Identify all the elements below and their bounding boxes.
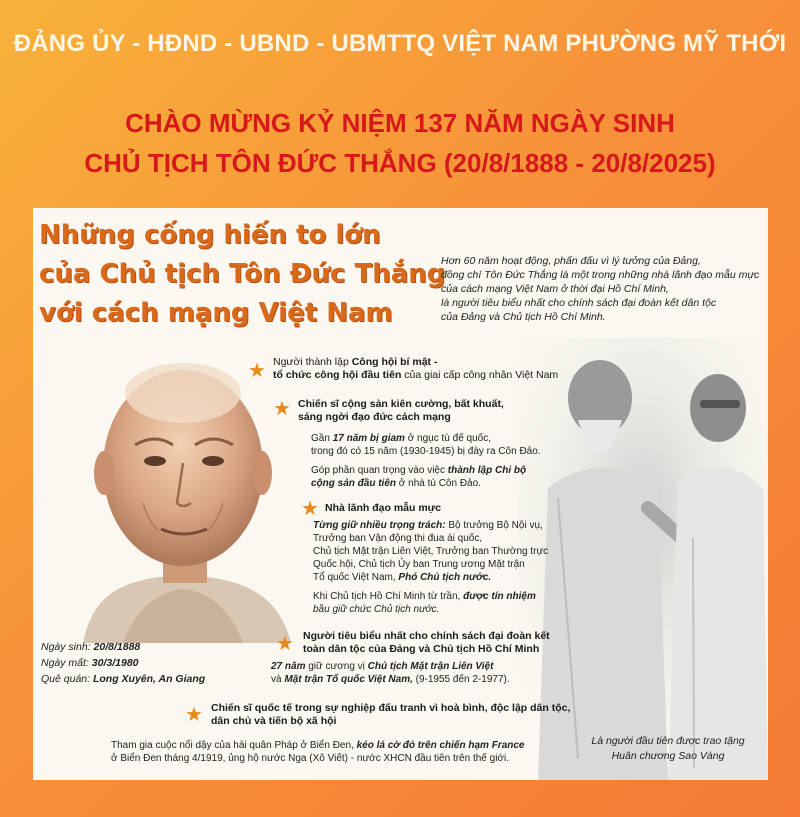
c2-p1a: Gần: [311, 433, 333, 444]
c4-l1c: Chủ tịch Mặt trận Liên Việt: [367, 661, 494, 672]
c1-bold: Công hội bí mật -: [351, 356, 438, 368]
c4-l2a: và: [271, 674, 285, 685]
bio-death-value: 30/3/1980: [91, 657, 139, 669]
c3-l2: Trưởng ban Vận động thi đua ái quốc,: [313, 533, 483, 544]
c1-text: Người thành lập: [273, 356, 352, 368]
bio-death-label: Ngày mất:: [41, 657, 89, 669]
star-icon: ★: [276, 631, 294, 655]
c3-l6a: Khi Chủ tịch Hồ Chí Minh từ trần,: [313, 591, 464, 602]
c3-l1a: Từng giữ nhiều trọng trách:: [313, 520, 446, 531]
c5-l1b: kéo lá cờ đỏ trên chiến hạm France: [356, 740, 525, 751]
star-icon: ★: [185, 702, 203, 726]
c4-head2: toàn dân tộc của Đảng và Chủ tịch Hồ Chí Minh: [303, 643, 540, 655]
star-icon: ★: [301, 496, 319, 520]
panel-title-line1: Những cống hiến to lớn: [39, 220, 381, 250]
c2-p2a: Góp phần quan trọng vào việc: [311, 465, 448, 476]
c2-p1-line2: trong đó có 15 năm (1930-1945) bị đày ra Côn Đảo.: [311, 446, 541, 457]
bio-home: [41, 673, 205, 685]
bio-birth: [41, 641, 140, 653]
c5-head2: dân chủ và tiến bộ xã hội: [211, 715, 337, 727]
header-title-line1: CHÀO MỪNG KỶ NIỆM 137 NĂM NGÀY SINH: [125, 108, 675, 138]
intro-text: [441, 254, 766, 324]
caption-line1: Là người đầu tiên được trao tặng: [591, 735, 745, 747]
c2-head1: Chiến sĩ cộng sản kiên cường, bất khuất,: [298, 398, 504, 410]
c3-l1b: Bộ trưởng Bộ Nội vụ,: [445, 520, 543, 531]
contribution-3-head: Nhà lãnh đạo mẫu mực: [325, 502, 442, 514]
intro-line: của Đảng và Chủ tịch Hồ Chí Minh.: [441, 311, 606, 323]
contribution-2-body: [311, 432, 541, 490]
c2-head2: sáng ngời đạo đức cách mạng: [298, 411, 451, 423]
c4-l2b: Mặt trận Tổ quốc Việt Nam,: [284, 674, 413, 685]
intro-line: là người tiêu biểu nhất cho chính sách đại đoàn kết dân tộc: [441, 297, 717, 309]
c3-l7: bầu giữ chức Chủ tịch nước.: [313, 604, 440, 615]
star-icon: ★: [248, 358, 266, 382]
photo-caption: [573, 734, 763, 764]
c4-l1b: giữ cương vị: [305, 661, 368, 672]
c2-p1c: ở ngục tù đế quốc,: [404, 433, 491, 444]
panel-title-line3: với cách mạng Việt Nam: [39, 298, 393, 328]
c4-head1: Người tiêu biểu nhất cho chính sách đại đoàn kết: [303, 630, 550, 642]
contribution-5-body: [111, 739, 525, 765]
infographic-panel: [33, 208, 768, 780]
contribution-4-head: [303, 630, 550, 656]
c3-l4: Quốc hội, Chủ tịch Ủy ban Trung ương Mặt trận: [313, 559, 525, 570]
bio-birth-label: Ngày sinh:: [41, 641, 91, 653]
c2-p2-line2b: cộng sản đầu tiên: [311, 478, 397, 489]
contribution-5-head: [211, 702, 570, 728]
star-icon: ★: [273, 396, 291, 420]
bio-birth-value: 20/8/1888: [93, 641, 141, 653]
portrait-image: [63, 353, 303, 643]
c2-p2-line2c: ở nhà tù Côn Đảo.: [396, 478, 481, 489]
intro-line: Hơn 60 năm hoạt động, phấn đấu vì lý tưởng của Đảng,: [441, 255, 701, 267]
c1-line2-rest: của giai cấp công nhân Việt Nam: [401, 369, 559, 381]
c2-p2b: thành lập Chi bộ: [447, 465, 527, 476]
intro-line: đồng chí Tôn Đức Thắng là một trong những nhà lãnh đạo mẫu mực: [441, 269, 760, 281]
c3-l3: Chủ tịch Mặt trận Liên Việt, Trưởng ban Thường trực: [313, 546, 549, 557]
c3-l6b: được tín nhiệm: [463, 591, 536, 602]
bio-home-label: Quê quán:: [41, 673, 91, 685]
header-title-line2: CHỦ TỊCH TÔN ĐỨC THẮNG (20/8/1888 - 20/8/2025): [84, 148, 716, 178]
caption-line2: Huân chương Sao Vàng: [611, 750, 725, 762]
panel-title-line2: của Chủ tịch Tôn Đức Thắng: [39, 259, 446, 289]
bio-death: [41, 657, 139, 669]
c5-head1: Chiến sĩ quốc tế trong sự nghiệp đấu tranh vì hoà bình, độc lập dân tộc,: [211, 702, 571, 714]
c1-line2: tổ chức công hội đầu tiên: [273, 369, 402, 381]
c4-l2c: (9-1955 đến 2-1977).: [412, 674, 510, 685]
c3-l5a: Tổ quốc Việt Nam,: [313, 572, 399, 583]
c5-l2: ở Biển Đen tháng 4/1919, ủng hộ nước Nga (Xô Viết) - nước XHCN đầu tiên trên thế giới.: [111, 753, 509, 764]
contribution-4-body: [271, 660, 510, 686]
c4-l1a: 27 năm: [271, 661, 306, 672]
c5-l1a: Tham gia cuộc nổi dậy của hải quân Pháp ở Biển Đen,: [111, 740, 357, 751]
c3-l5b: Phó Chủ tịch nước.: [398, 572, 492, 583]
c2-p1b: 17 năm bị giam: [332, 433, 405, 444]
intro-line: của cách mạng Việt Nam ở thời đại Hồ Chí Minh,: [441, 283, 669, 295]
bio-home-value: Long Xuyên, An Giang: [92, 673, 206, 685]
contribution-2-head: [298, 398, 504, 424]
panel-title: [39, 216, 445, 333]
header-org: ĐẢNG ỦY - HĐND - UBND - UBMTTQ VIỆT NAM PHƯỜNG MỸ THỚI: [13, 30, 787, 57]
contribution-1: [273, 356, 558, 382]
contribution-3-body: [313, 519, 548, 616]
